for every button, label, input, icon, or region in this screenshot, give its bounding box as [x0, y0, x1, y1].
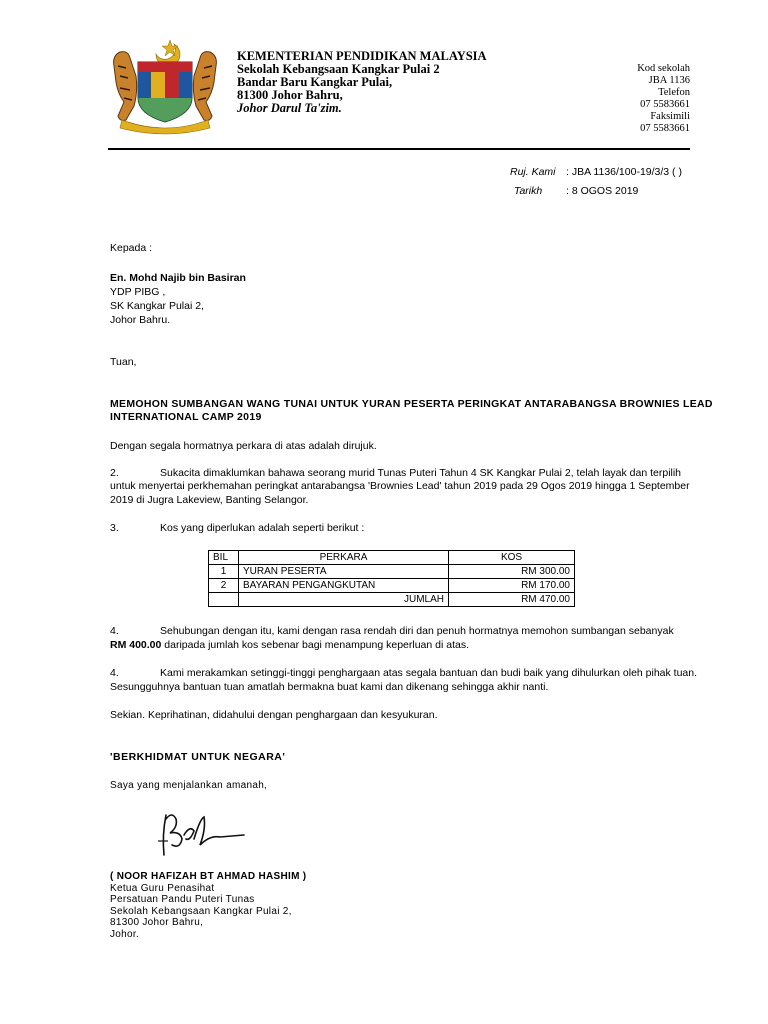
- paragraph-2-line: Sukacita dimaklumkan bahawa seorang murid Tunas Puteri Tahun 4 SK Kangkar Pulai 2, telah layak dan terpilih: [160, 467, 682, 479]
- school-address-line: 81300 Johor Bahru,: [237, 88, 343, 102]
- table-row: [209, 579, 575, 593]
- table-header-row: [209, 551, 575, 565]
- paragraph-number: 4.: [110, 625, 119, 637]
- contact-line: 07 5583661: [640, 99, 690, 110]
- request-amount: RM 400.00: [110, 639, 162, 651]
- total-value: RM 470.00: [449, 593, 575, 607]
- cell-kos: RM 300.00: [449, 565, 575, 579]
- school-contact: [637, 63, 690, 135]
- tarikh-value: : 8 OGOS 2019: [566, 185, 639, 197]
- tarikh-label: Tarikh: [514, 185, 543, 197]
- cell-bil: 1: [209, 565, 239, 579]
- contact-line: Faksimili: [650, 111, 690, 122]
- signer-line: Johor.: [110, 928, 140, 940]
- cell-kos: RM 170.00: [449, 579, 575, 593]
- signer-line: 81300 Johor Bahru,: [110, 917, 204, 928]
- cell-perkara: BAYARAN PENGANGKUTAN: [239, 579, 449, 593]
- recipient-name: En. Mohd Najib bin Basiran: [110, 272, 246, 284]
- paragraph-4-line: Sehubungan dengan itu, kami dengan rasa rendah diri dan penuh hormatnya memohon sumbangan sebanyak: [160, 625, 674, 637]
- paragraph-1: Dengan segala hormatnya perkara di atas adalah dirujuk.: [110, 440, 377, 452]
- paragraph-number: 3.: [110, 522, 119, 534]
- cell-empty: [209, 593, 239, 607]
- column-header: BIL: [209, 551, 239, 565]
- school-address-line: Bandar Baru Kangkar Pulai,: [237, 75, 393, 89]
- kepada-label: Kepada :: [110, 242, 153, 254]
- paragraph-number: 2.: [110, 467, 119, 479]
- signer-line: Sekolah Kebangsaan Kangkar Pulai 2,: [110, 905, 292, 917]
- paragraph-4-line: daripada jumlah kos sebenar bagi menampung keperluan di atas.: [161, 639, 469, 651]
- column-header: KOS: [449, 551, 575, 565]
- table-total-row: [209, 593, 575, 607]
- recipient-line: YDP PIBG ,: [110, 286, 166, 298]
- contact-line: 07 5583661: [640, 123, 690, 134]
- cell-perkara: YURAN PESERTA: [239, 565, 449, 579]
- recipient-line: Johor Bahru.: [110, 314, 171, 326]
- contact-line: Telefon: [658, 87, 690, 98]
- school-name: Sekolah Kebangsaan Kangkar Pulai 2: [237, 62, 440, 76]
- signature-icon: [150, 805, 250, 865]
- salutation: Tuan,: [110, 356, 137, 368]
- ruj-value: : JBA 1136/100-19/3/3 ( ): [566, 166, 682, 178]
- paragraph-number: 4.: [110, 667, 119, 679]
- signer-name: ( NOOR HAFIZAH BT AHMAD HASHIM ): [110, 871, 307, 882]
- paragraph-2-line: 2019 di Jugra Lakeview, Banting Selangor.: [110, 494, 309, 506]
- cell-bil: 2: [209, 579, 239, 593]
- table-row: [209, 565, 575, 579]
- signer-line: Persatuan Pandu Puteri Tunas: [110, 894, 255, 905]
- closing-line: Sekian. Keprihatinan, didahului dengan penghargaan dan kesyukuran.: [110, 709, 438, 721]
- contact-line: JBA 1136: [648, 75, 690, 86]
- contact-line: Kod sekolah: [637, 63, 690, 74]
- ruj-label: Ruj. Kami: [510, 166, 556, 178]
- paragraph-2-line: untuk menyertai perkhemahan peringkat antarabangsa 'Brownies Lead' tahun 2019 pada 29 Ogos 2019 hingga 1 September: [110, 480, 690, 492]
- signer-line: Ketua Guru Penasihat: [110, 882, 215, 894]
- paragraph-5-line: Kami merakamkan setinggi-tinggi penghargaan atas segala bantuan dan budi baik yang dihulurkan oleh pihak tuan.: [160, 667, 698, 679]
- trust-line: Saya yang menjalankan amanah,: [110, 780, 268, 791]
- school-letterhead: [237, 50, 487, 115]
- cost-table: [208, 550, 575, 607]
- total-label: JUMLAH: [239, 593, 449, 607]
- malaysia-crest-icon: [108, 36, 222, 136]
- motto: 'BERKHIDMAT UNTUK NEGARA': [110, 751, 286, 763]
- paragraph-5-line: Sesungguhnya bantuan tuan amatlah bermakna buat kami dan dikenang sehingga akhir nanti.: [110, 681, 549, 693]
- subject-line: MEMOHON SUMBANGAN WANG TUNAI UNTUK YURAN PESERTA PERINGKAT ANTARABANGSA BROWNIES LEAD: [110, 398, 713, 410]
- column-header: PERKARA: [239, 551, 449, 565]
- school-address-line: Johor Darul Ta'zim.: [237, 101, 342, 115]
- header-divider: [108, 148, 690, 150]
- recipient-line: SK Kangkar Pulai 2,: [110, 300, 204, 312]
- subject-line: INTERNATIONAL CAMP 2019: [110, 411, 262, 423]
- reference-block: [510, 163, 682, 201]
- paragraph-3-text: Kos yang diperlukan adalah seperti berikut :: [160, 522, 365, 534]
- ministry-name: KEMENTERIAN PENDIDIKAN MALAYSIA: [237, 49, 487, 63]
- signer-block: [110, 871, 306, 940]
